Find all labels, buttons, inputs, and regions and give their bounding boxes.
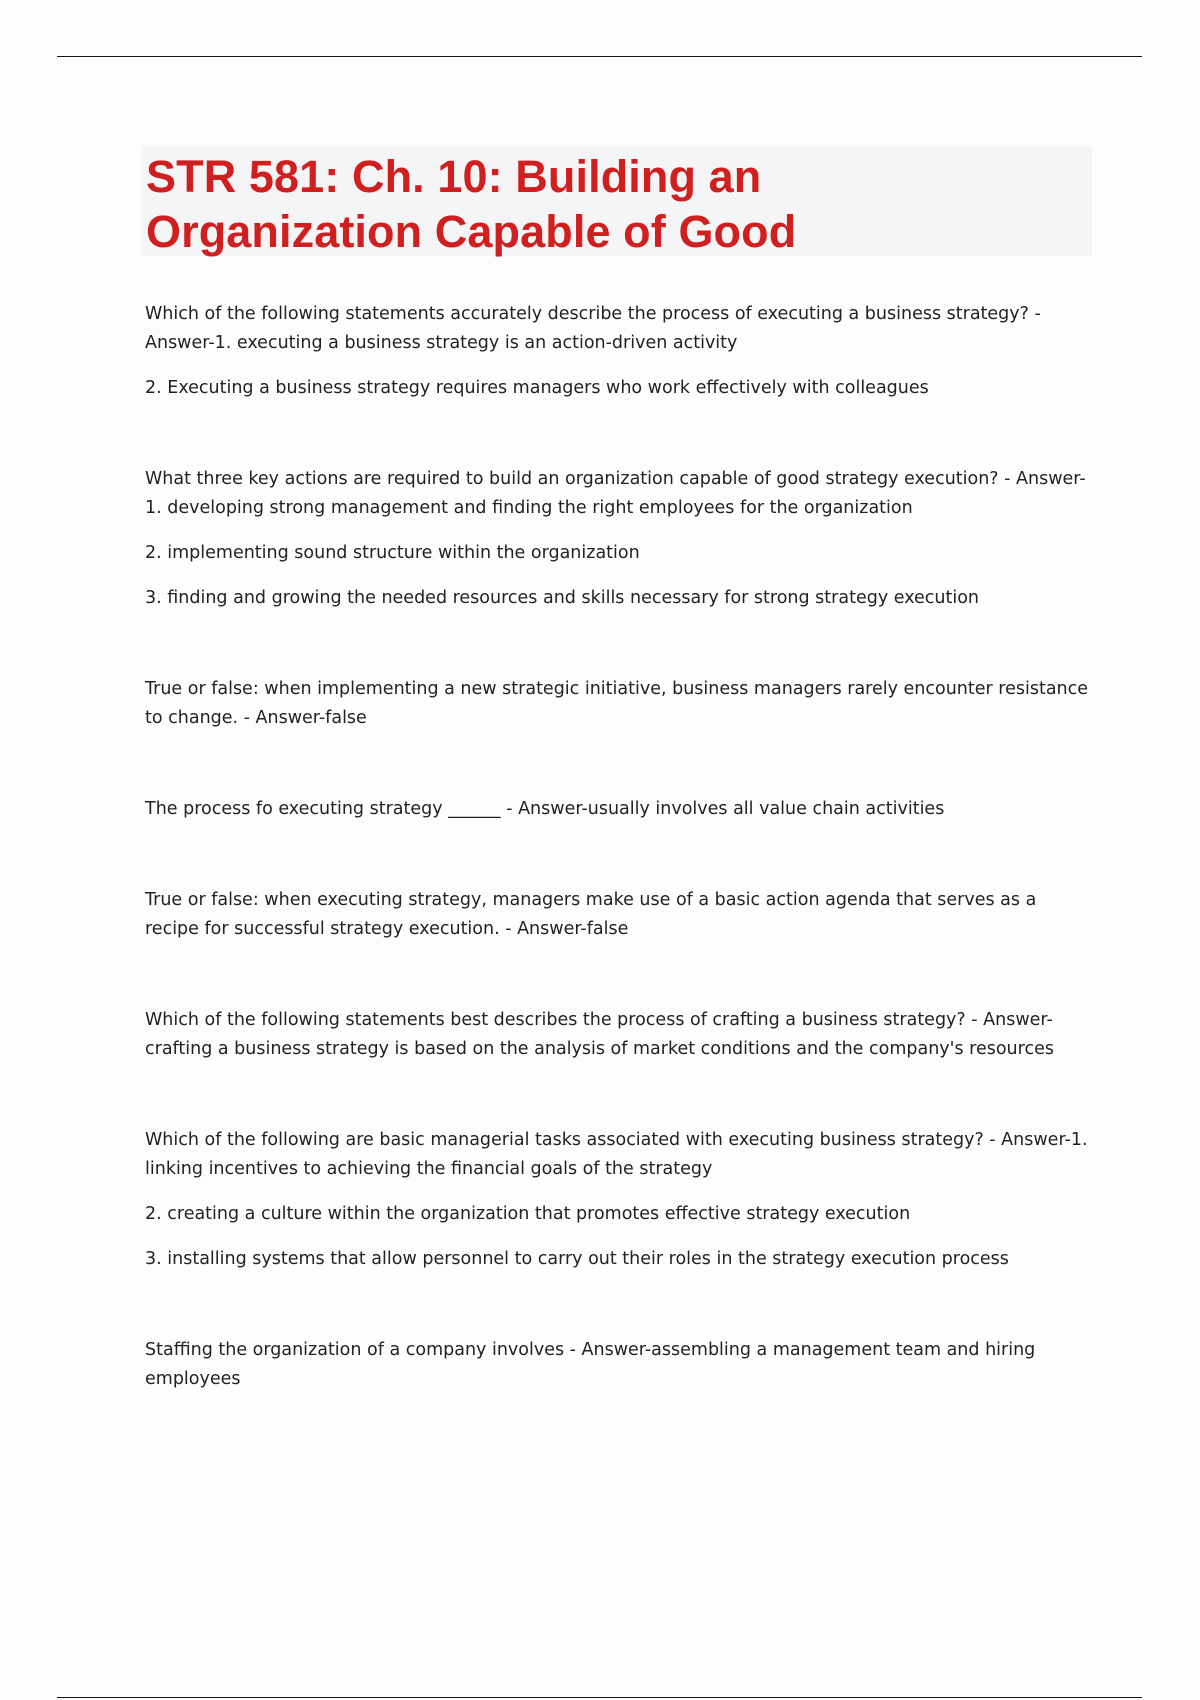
answer-point: 2. creating a culture within the organization that promotes effective strategy execution [145, 1204, 911, 1224]
question-text: Which of the following are basic managerial tasks associated with executing business strategy? - Answer-1. linking incentives to achieving the financial goals of the strategy [145, 1130, 1088, 1179]
qa-item [145, 1126, 1095, 1274]
answer-point: 3. installing systems that allow personnel to carry out their roles in the strategy execution process [145, 1249, 1009, 1269]
qa-item [145, 300, 1095, 403]
title-banner [142, 146, 1092, 256]
title-line-2: Organization Capable of Good [146, 206, 797, 257]
question-text: Which of the following statements best describes the process of crafting a business strategy? - Answer-crafting a business strategy is based on the analysis of market conditions and the company's resources [145, 1010, 1054, 1059]
qa-item [145, 465, 1095, 613]
question-answer-list [145, 300, 1095, 1456]
document-title [146, 149, 1088, 259]
question-text: The process fo executing strategy ______ - Answer-usually involves all value chain activities [145, 799, 945, 819]
title-line-1: STR 581: Ch. 10: Building an [146, 151, 762, 202]
bottom-divider [57, 1697, 1142, 1698]
qa-item [145, 795, 1095, 824]
qa-item [145, 1336, 1095, 1394]
question-text: Staffing the organization of a company involves - Answer-assembling a management team and hiring employees [145, 1340, 1036, 1389]
question-text: What three key actions are required to build an organization capable of good strategy execution? - Answer-1. developing strong management and finding the right employees for the organization [145, 469, 1086, 518]
top-divider [57, 56, 1142, 57]
answer-point: 2. implementing sound structure within the organization [145, 543, 640, 563]
qa-item [145, 1006, 1095, 1064]
answer-point: 2. Executing a business strategy requires managers who work effectively with colleagues [145, 378, 929, 398]
question-text: True or false: when executing strategy, managers make use of a basic action agenda that serves as a recipe for successful strategy execution. - Answer-false [145, 890, 1037, 939]
question-text: Which of the following statements accurately describe the process of executing a business strategy? - Answer-1. executing a business strategy is an action-driven activity [145, 304, 1041, 353]
qa-item [145, 886, 1095, 944]
answer-point: 3. finding and growing the needed resources and skills necessary for strong strategy execution [145, 588, 980, 608]
question-text: True or false: when implementing a new strategic initiative, business managers rarely encounter resistance to change. - Answer-false [145, 679, 1089, 728]
qa-item [145, 675, 1095, 733]
